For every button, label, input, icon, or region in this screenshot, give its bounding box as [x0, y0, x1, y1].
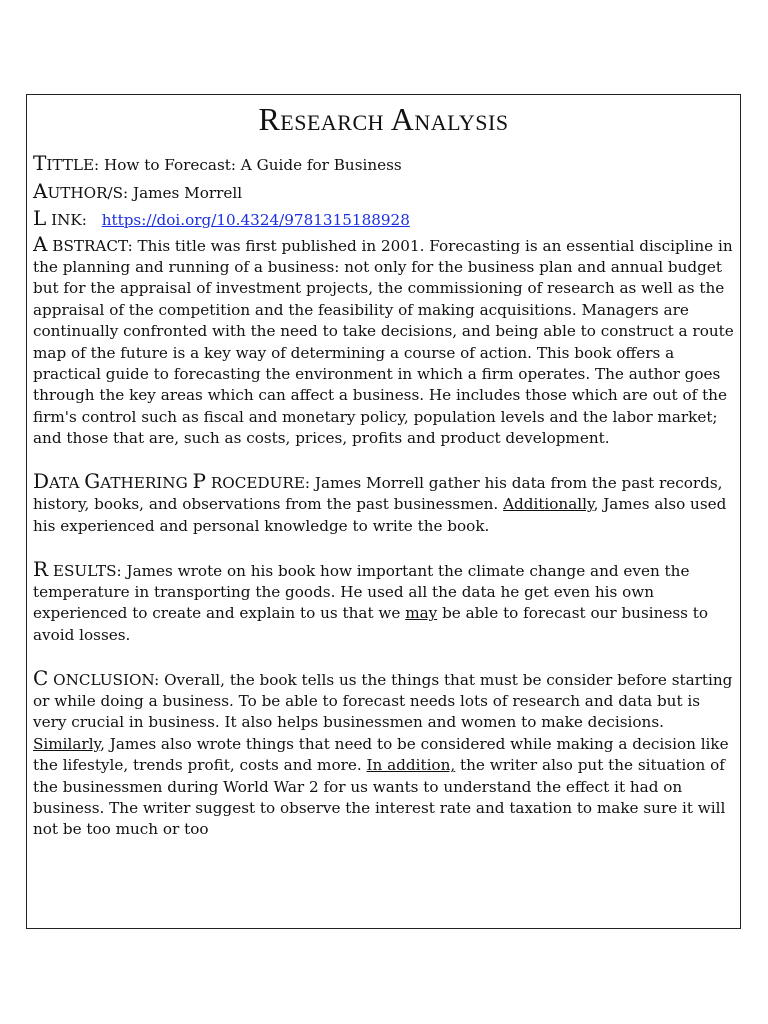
data-gathering-text-2: , James also used his experienced and personal knowledge to write the book. [33, 495, 727, 535]
author-label: AUTHOR/S: [33, 178, 129, 203]
abstract-paragraph [33, 231, 736, 450]
data-gathering-label: DATA GATHERING P ROCEDURE: [33, 468, 311, 493]
author-line [33, 179, 736, 207]
conclusion-paragraph [33, 665, 736, 841]
abstract-text: This title was first published in 2001. Forecasting is an essential discipline in the planning and running of a business: not only for the business plan and annual budget but for the appraisal of investment projects, the commissioning of research as well as the appraisal of the competition and the feasibility of making acquisitions. Managers are continually confronted with the need to take decisions, and being able to construct a route map of the future is a key way of determining a course of action. This book offers a practical guide to forecasting the environment in which a firm operates. The author goes through the key areas which can affect a business. He includes those which are out of the firm's control such as fiscal and monetary policy, population levels and the labor market; and those that are, such as costs, prices, profits and product development. [33, 236, 734, 448]
abstract-label: A BSTRACT: [33, 231, 133, 256]
document-title: Research Analysis [258, 101, 509, 137]
results-label: R ESULTS: [33, 556, 122, 581]
author-value: James Morrell [132, 183, 243, 202]
document-content [33, 151, 736, 841]
data-gathering-paragraph [33, 468, 736, 537]
conclusion-underlined-2: In addition, [366, 756, 456, 775]
conclusion-text-1: Overall, the book tells us the things that must be consider before starting or while doing a business. To be able to forecast needs lots of research and data but is very crucial in business. It also helps businessmen and women to make decisions. [33, 670, 733, 732]
data-gathering-text-1: James Morrell gather his data from the past records, history, books, and observations from the past businessmen. [33, 473, 723, 514]
book-title-value: How to Forecast: A Guide for Business [104, 156, 402, 174]
document-page [26, 94, 741, 929]
results-text-1: James wrote on his book how important the climate change and even the temperature in transporting the goods. He used all the data he get even his own experienced to create and explain to us that we [33, 561, 690, 623]
data-gathering-underlined: Additionally [503, 495, 594, 514]
results-paragraph [33, 556, 736, 647]
conclusion-underlined-1: Similarly [33, 734, 101, 753]
conclusion-text-3: the writer also put the situation of the businessmen during World War 2 for us wants to understand the effect it had on business. The writer suggest to observe the interest rate and taxation to make sure it will not be too much or too [33, 756, 726, 839]
conclusion-label: C ONCLUSION: [33, 665, 160, 690]
link-label: L INK: [33, 206, 87, 230]
doi-link[interactable]: https://doi.org/10.4324/9781315188928 [101, 211, 410, 229]
conclusion-text-2: , James also wrote things that need to be considered while making a decision like the lifestyle, trends profit, costs and more. [33, 734, 729, 775]
link-line [33, 206, 736, 234]
title-label: TITTLE: [33, 151, 100, 175]
results-text-2: be able to forecast our business to avoid losses. [33, 604, 709, 644]
title-line [33, 151, 736, 179]
results-underlined: may [405, 604, 438, 623]
